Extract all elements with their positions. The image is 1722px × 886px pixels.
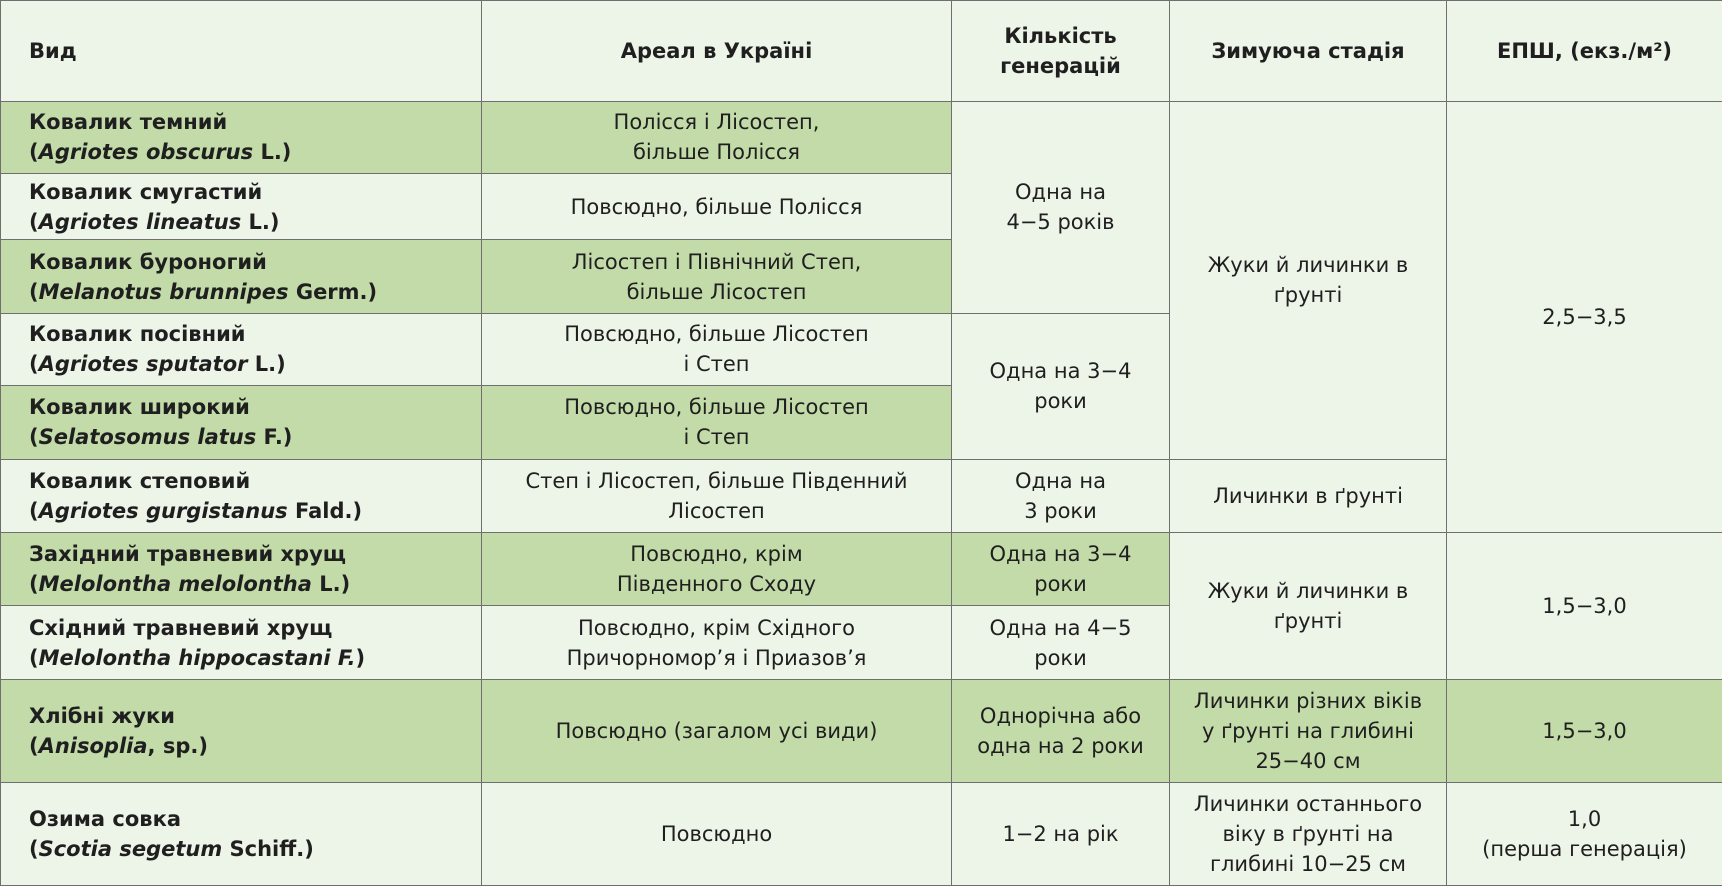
header-wintering: Зимуюча стадія [1170,1,1447,102]
range-line: Південного Сходу [616,572,817,597]
range-line: Полісся і Лісостеп, [613,110,820,135]
species-cell [1,240,482,313]
range-cell [482,313,952,385]
species-cell [1,313,482,385]
generations-line: Одна на 4−5 [989,615,1132,640]
table-row [1,679,1722,783]
range-line: Повсюдно, більше Полісся [570,194,863,219]
eth-cell [1447,101,1722,532]
generations-line: Одна на 3−4 [989,359,1132,384]
species-common-name: Західний травневий хрущ [29,542,346,567]
generations-line: 1−2 на рік [1002,822,1119,847]
range-line: Повсюдно, крім Східного [578,615,855,640]
wintering-cell [1170,783,1447,886]
eth-cell [1447,532,1722,679]
header-range: Ареал в Україні [482,1,952,102]
generations-cell [952,606,1170,679]
species-common-name: Східний травневий хрущ [29,615,333,640]
header-generations [952,1,1170,102]
wintering-line: ґрунті [1273,608,1343,633]
eth-value: 1,0 [1567,807,1602,832]
generations-line: роки [1034,389,1087,414]
generations-cell [952,101,1170,313]
generations-line: роки [1034,645,1087,670]
range-cell [482,240,952,313]
range-line: Повсюдно, більше Лісостеп [564,322,869,347]
eth-cell [1447,783,1722,886]
generations-line: 3 роки [1024,498,1097,523]
species-common-name: Ковалик степовий [29,468,251,493]
range-line: більше Полісся [632,140,800,165]
range-line: Повсюдно [660,822,773,847]
range-cell [482,459,952,532]
header-species: Вид [1,1,482,102]
range-line: і Степ [683,425,750,450]
header-generations-line: Кількість [1004,23,1117,48]
species-latin-name: (Agriotes gurgistanus Fald.) [29,498,363,523]
species-latin-name: (Selatosomus latus F.) [29,425,293,450]
table-row [1,532,1722,605]
generations-line: Одна на [1015,468,1106,493]
range-cell [482,101,952,173]
generations-cell [952,459,1170,532]
species-latin-name: (Melolontha melolontha L.) [29,572,351,597]
range-cell [482,386,952,459]
header-generations-line: генерацій [1000,53,1121,78]
eth-value: 2,5−3,5 [1542,304,1627,329]
wintering-line: Личинки в ґрунті [1213,483,1403,508]
wintering-line: Личинки різних віків [1193,689,1423,714]
wintering-line: ґрунті [1273,283,1343,308]
generations-line: Одна на 3−4 [989,542,1132,567]
species-common-name: Ковалик буроногий [29,249,267,274]
range-line: Лісостеп [668,498,765,523]
header-row [1,1,1722,102]
wintering-line: Жуки й личинки в [1207,253,1409,278]
species-latin-name: (Scotia segetum Schiff.) [29,837,314,862]
eth-value: 1,5−3,0 [1542,593,1627,618]
range-cell [482,606,952,679]
species-common-name: Ковалик темний [29,110,228,135]
species-cell [1,679,482,783]
generations-line: Одна на [1015,180,1106,205]
wintering-cell [1170,101,1447,459]
generations-line: роки [1034,572,1087,597]
species-latin-name: (Melanotus brunnipes Germ.) [29,279,378,304]
wintering-line: Личинки останнього [1193,792,1423,817]
species-common-name: Ковалик широкий [29,395,250,420]
generations-line: 4−5 років [1006,210,1115,235]
range-line: Лісостеп і Північний Степ, [571,249,862,274]
range-line: Причорномор’я і Приазов’я [566,645,867,670]
eth-value: (перша генерація) [1482,837,1687,862]
wintering-cell [1170,679,1447,783]
range-line: Повсюдно, більше Лісостеп [564,395,869,420]
wintering-line: глибині 10−25 см [1209,852,1407,877]
species-cell [1,606,482,679]
range-line: більше Лісостеп [626,279,807,304]
header-eth: ЕПШ, (екз./м²) [1447,1,1722,102]
wintering-cell [1170,532,1447,679]
species-cell [1,783,482,886]
species-cell [1,459,482,532]
species-common-name: Ковалик смугастий [29,179,263,204]
species-common-name: Ковалик посівний [29,322,246,347]
wintering-line: віку в ґрунті на [1222,822,1394,847]
wintering-line: у ґрунті на глибині [1202,719,1414,744]
species-latin-name: (Agriotes lineatus L.) [29,209,280,234]
species-cell [1,173,482,239]
table-row [1,101,1722,173]
species-latin-name: (Agriotes obscurus L.) [29,140,292,165]
range-cell [482,679,952,783]
species-common-name: Озима совка [29,807,182,832]
range-line: Степ і Лісостеп, більше Південний [525,468,908,493]
species-cell [1,386,482,459]
wintering-line: Жуки й личинки в [1207,578,1409,603]
generations-cell [952,313,1170,459]
generations-cell [952,783,1170,886]
range-cell [482,783,952,886]
range-cell [482,173,952,239]
wintering-line: 25−40 см [1255,749,1361,774]
species-common-name: Хлібні жуки [29,704,176,729]
generations-cell [952,679,1170,783]
eth-cell [1447,679,1722,783]
generations-cell [952,532,1170,605]
species-latin-name: (Agriotes sputator L.) [29,352,286,377]
eth-value: 1,5−3,0 [1542,719,1627,744]
species-cell [1,101,482,173]
species-cell [1,532,482,605]
species-latin-name: (Anisoplia, sp.) [29,734,208,759]
table-row [1,783,1722,886]
range-line: Повсюдно, крім [630,542,803,567]
wintering-cell [1170,459,1447,532]
generations-line: одна на 2 роки [977,734,1144,759]
range-line: Повсюдно (загалом усі види) [555,719,878,744]
species-latin-name: (Melolontha hippocastani F.) [29,645,366,670]
generations-line: Однорічна або [979,704,1142,729]
range-line: і Степ [683,352,750,377]
range-cell [482,532,952,605]
